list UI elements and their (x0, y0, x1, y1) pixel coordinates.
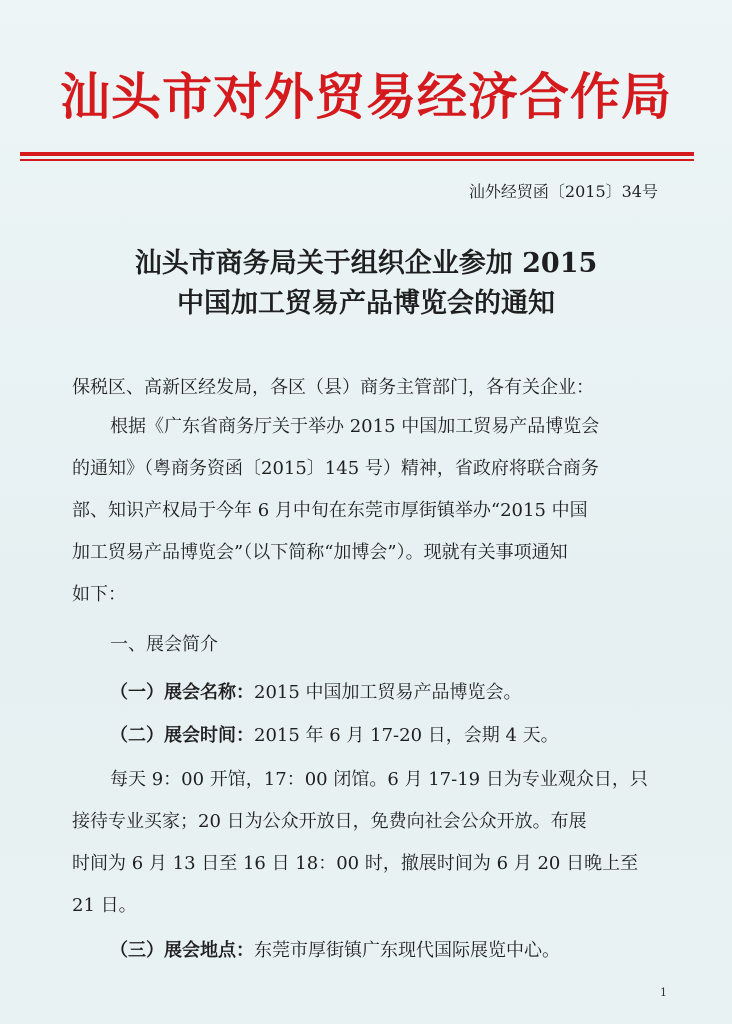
item-exhibition-time (110, 722, 559, 750)
letterhead-rule-thin (20, 159, 694, 161)
document-number: 汕外经贸函〔2015〕34号 (468, 182, 658, 201)
paragraph-line: 接待专业买家；20 日为公众开放日，免费向社会公众开放。布展 (72, 811, 587, 832)
item-exhibition-venue (110, 937, 560, 965)
item-value: 东莞市厚街镇广东现代国际展览中心。 (254, 940, 560, 961)
item-exhibition-name (110, 679, 522, 707)
document-title (0, 244, 732, 324)
paragraph-line: 部、知识产权局于今年 6 月中旬在东莞市厚街镇举办“2015 中国 (72, 500, 588, 521)
paragraph-line: 每天 9：00 开馆，17：00 闭馆。6 月 17-19 日为专业观众日，只 (110, 769, 648, 790)
title-line-1: 汕头市商务局关于组织企业参加 2015 (134, 248, 598, 279)
title-line-2: 中国加工贸易产品博览会的通知 (177, 288, 555, 319)
paragraph-line: 的通知》（粤商务资函〔2015〕145 号）精神，省政府将联合商务 (72, 458, 599, 479)
paragraph-line: 如下： (72, 584, 126, 605)
paragraph-line: 加工贸易产品博览会”（以下简称“加博会”）。现就有关事项通知 (72, 542, 568, 563)
letterhead-rule-thick (20, 152, 694, 156)
item-label: （三）展会地点： (110, 940, 254, 961)
paragraph-line: 时间为 6 月 13 日至 16 日 18：00 时，撤展时间为 6 月 20 日晚上至 (72, 853, 639, 874)
item-value: 2015 年 6 月 17-20 日，会期 4 天。 (254, 725, 559, 746)
item-label: （二）展会时间： (110, 725, 254, 746)
section-heading: 一、展会简介 (110, 634, 218, 655)
item-label: （一）展会名称： (110, 682, 254, 703)
page-number: 1 (660, 986, 667, 999)
paragraph-line: 根据《广东省商务厅关于举办 2015 中国加工贸易产品博览会 (110, 416, 600, 437)
salutation: 保税区、高新区经发局，各区（县）商务主管部门，各有关企业： (72, 377, 594, 398)
org-letterhead: 汕头市对外贸易经济合作局 (60, 67, 672, 126)
item-value: 2015 中国加工贸易产品博览会。 (254, 682, 522, 703)
paragraph-line: 21 日。 (72, 895, 137, 916)
